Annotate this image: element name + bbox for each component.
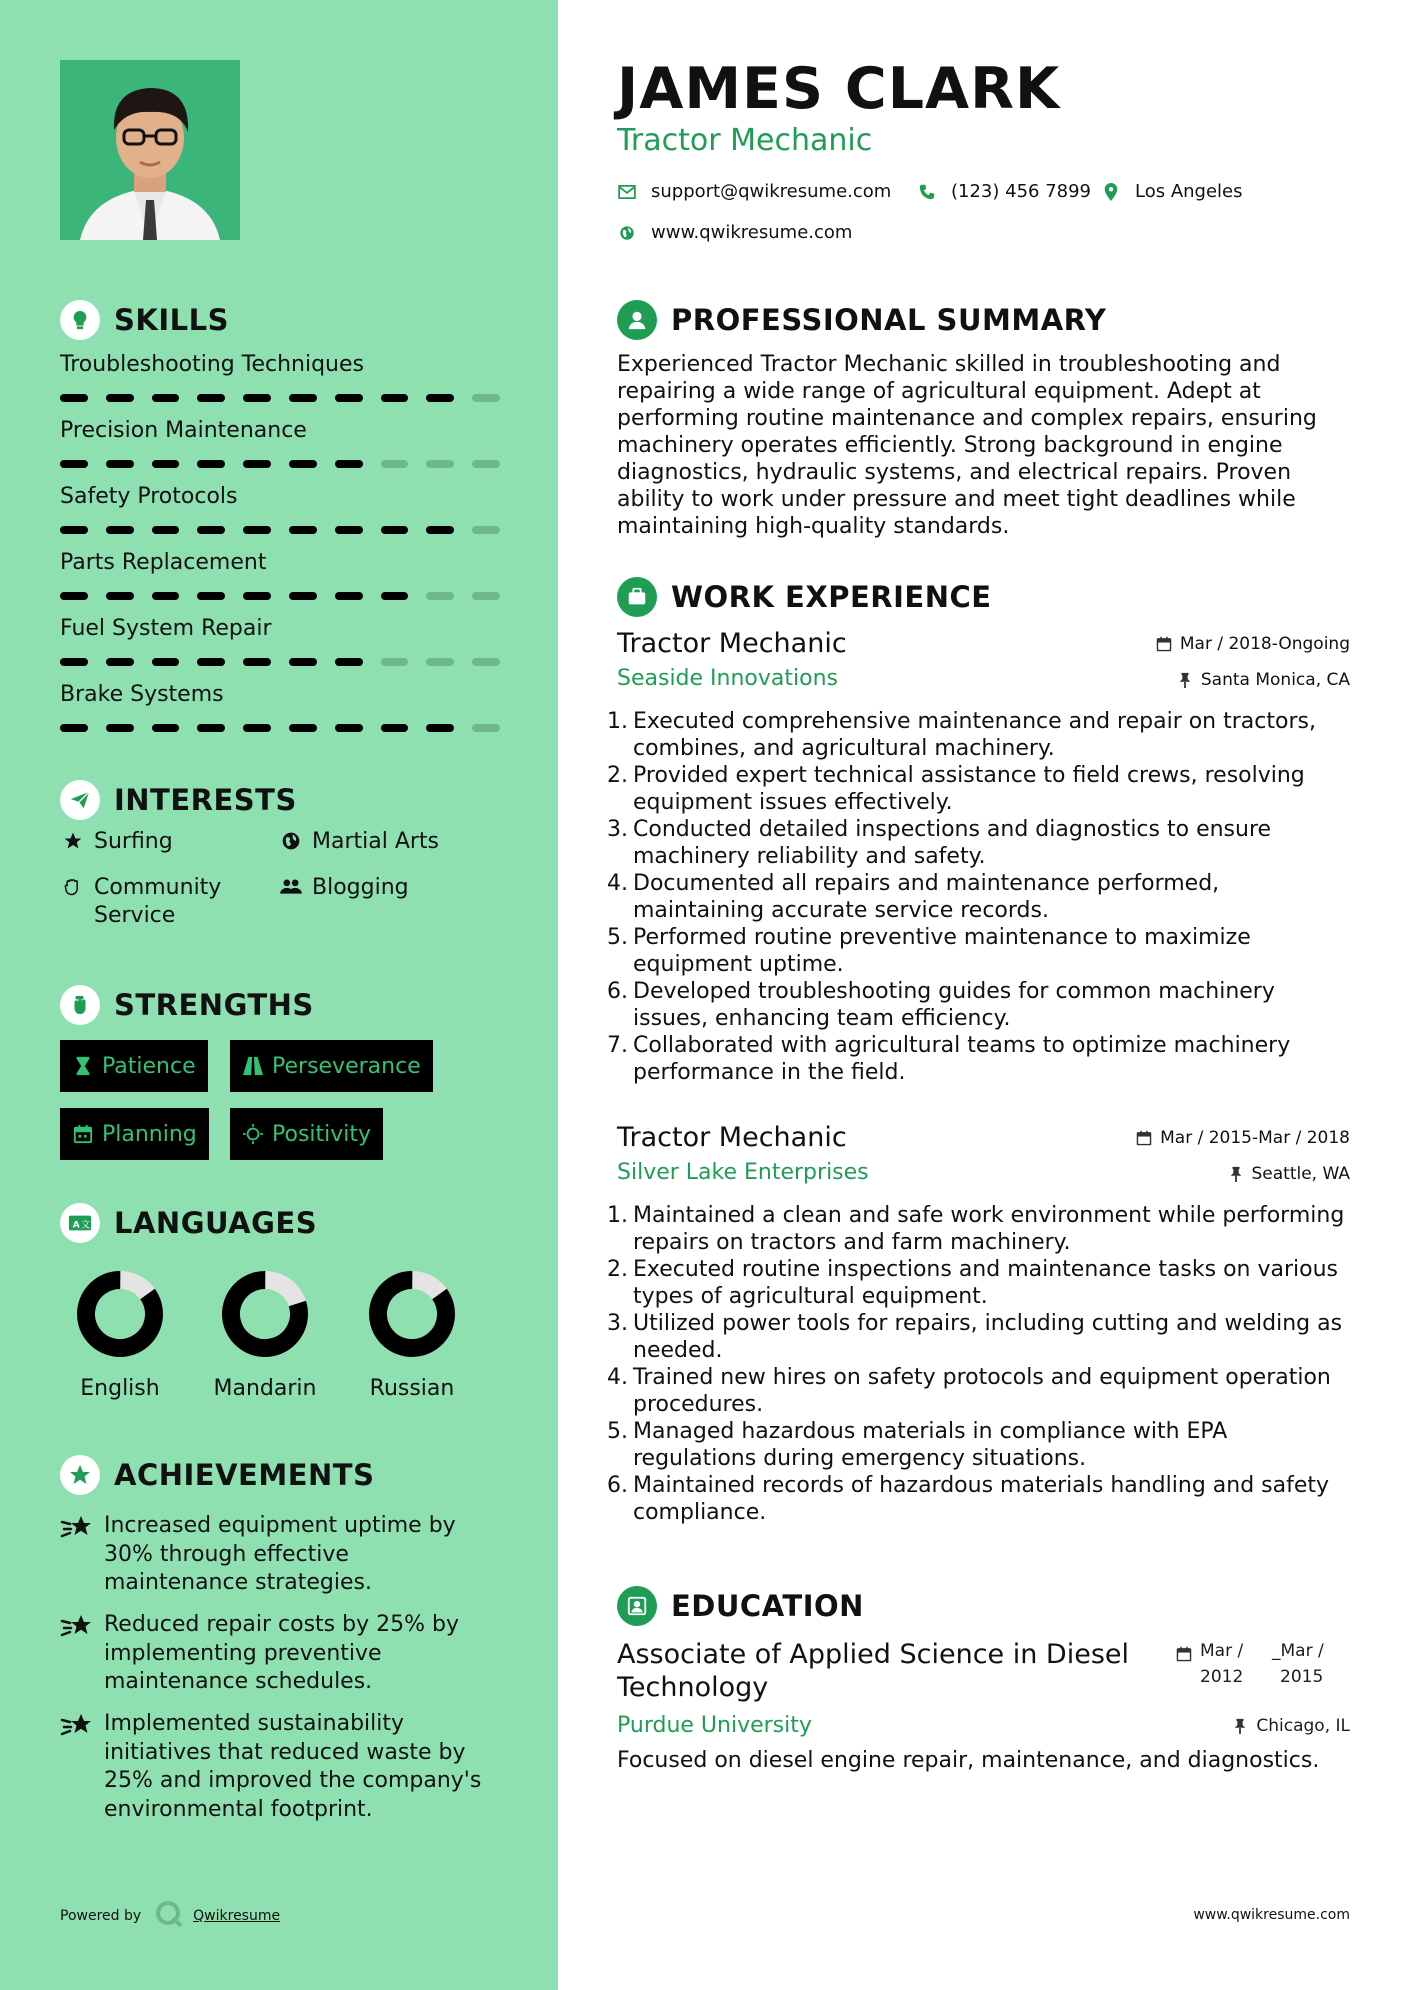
- achievement-text: Implemented sustainability initiatives that reduced waste by 25% and improved the company's environmental footprint.: [104, 1711, 482, 1822]
- duty-number: 5.: [607, 1419, 628, 1444]
- job-company: Silver Lake Enterprises: [617, 1160, 869, 1185]
- skill-level-bar: [60, 394, 500, 402]
- achievements-heading: [60, 1455, 374, 1495]
- duty-number: 1.: [607, 1203, 628, 1228]
- degree-name: Associate of Applied Science in Diesel Technology: [617, 1639, 1130, 1703]
- duty-text: Provided expert technical assistance to field crews, resolving equipment issues effectively.: [633, 763, 1305, 815]
- job-location-text: Seattle, WA: [1251, 1164, 1350, 1184]
- education-start: [1200, 1638, 1260, 1690]
- duty-text: Managed hazardous materials in compliance with EPA regulations during emergency situations.: [633, 1419, 1228, 1471]
- duty-item: [607, 1472, 1350, 1526]
- skill-item: [60, 482, 500, 548]
- duty-text: Trained new hires on safety protocols and equipment operation procedures.: [633, 1365, 1331, 1417]
- duty-text: Utilized power tools for repairs, including cutting and welding as needed.: [633, 1311, 1343, 1363]
- duty-number: 1.: [607, 709, 628, 734]
- skill-level-segment: [106, 658, 134, 666]
- duty-item: [607, 1364, 1350, 1418]
- education-heading: [617, 1586, 864, 1626]
- skill-level-segment: [472, 526, 500, 534]
- skill-level-segment: [60, 592, 88, 600]
- duty-number: 6.: [607, 979, 628, 1004]
- skill-level-segment: [335, 592, 363, 600]
- skill-level-segment: [106, 526, 134, 534]
- job-dates-text: Mar / 2015-Mar / 2018: [1160, 1128, 1350, 1148]
- duty-text: Executed comprehensive maintenance and repair on tractors, combines, and agricultural machinery.: [633, 709, 1316, 761]
- skill-level-segment: [197, 592, 225, 600]
- achievements-title: ACHIEVEMENTS: [114, 1458, 375, 1492]
- phone-text: (123) 456 7899: [951, 181, 1092, 202]
- skill-level-segment: [197, 526, 225, 534]
- skill-level-segment: [426, 394, 454, 402]
- skill-level-segment: [381, 526, 409, 534]
- skill-level-segment: [426, 592, 454, 600]
- end-year: 2015: [1280, 1667, 1324, 1687]
- duty-item: [607, 816, 1350, 870]
- skill-level-segment: [197, 658, 225, 666]
- globe-icon: [617, 223, 637, 243]
- duty-number: 4.: [607, 871, 628, 896]
- qwikresume-logo-icon: [155, 1900, 183, 1932]
- language-ring: [368, 1270, 456, 1358]
- duty-number: 2.: [607, 1257, 628, 1282]
- hourglass-icon: [72, 1055, 94, 1077]
- contact-location: [1101, 181, 1243, 202]
- skill-level-segment: [152, 658, 180, 666]
- skill-item: [60, 416, 500, 482]
- profile-photo: [60, 60, 240, 240]
- duty-item: [607, 762, 1350, 816]
- language-name: English: [80, 1376, 160, 1401]
- website-text: www.qwikresume.com: [651, 222, 853, 243]
- contact-email[interactable]: [617, 181, 891, 202]
- duty-item: [607, 1256, 1350, 1310]
- skill-level-segment: [289, 460, 317, 468]
- interest-label: Community Service: [94, 875, 222, 928]
- language-icon: [60, 1203, 100, 1243]
- strength-label: Planning: [102, 1121, 197, 1147]
- calendar-icon: [1156, 636, 1172, 652]
- achievement-text: Increased equipment uptime by 30% through effective maintenance strategies.: [104, 1513, 456, 1595]
- skill-item: [60, 350, 500, 416]
- skill-level-segment: [152, 592, 180, 600]
- achievement-item: [60, 1710, 500, 1824]
- skill-level-segment: [60, 394, 88, 402]
- calendar-icon: [1176, 1646, 1192, 1662]
- skill-level-segment: [381, 592, 409, 600]
- skill-level-segment: [381, 460, 409, 468]
- skill-level-segment: [60, 460, 88, 468]
- skill-level-segment: [426, 724, 454, 732]
- skill-level-bar: [60, 724, 500, 732]
- shooting-star-icon: [60, 1514, 94, 1544]
- skill-level-segment: [243, 658, 271, 666]
- skill-level-segment: [335, 658, 363, 666]
- duty-number: 6.: [607, 1473, 628, 1498]
- school-name: Purdue University: [617, 1713, 812, 1738]
- duty-text: Collaborated with agricultural teams to optimize machinery performance in the field.: [633, 1033, 1291, 1085]
- interest-label: Martial Arts: [312, 829, 440, 854]
- language-ring: [221, 1270, 309, 1358]
- map-pin-icon: [1101, 182, 1121, 202]
- language-name: Russian: [369, 1376, 455, 1401]
- skill-level-segment: [243, 592, 271, 600]
- strength-chip: [60, 1108, 209, 1160]
- duty-text: Performed routine preventive maintenance to maximize equipment uptime.: [633, 925, 1251, 977]
- achievement-item: [60, 1512, 500, 1598]
- languages-heading: [60, 1203, 317, 1243]
- skill-level-segment: [335, 394, 363, 402]
- skill-level-segment: [472, 592, 500, 600]
- skill-level-segment: [472, 658, 500, 666]
- pushpin-icon: [1177, 672, 1193, 688]
- skill-level-segment: [243, 460, 271, 468]
- duty-item: [607, 1032, 1350, 1086]
- skill-level-segment: [60, 724, 88, 732]
- skill-name: Safety Protocols: [60, 484, 238, 509]
- strength-label: Perseverance: [272, 1053, 421, 1079]
- skill-level-segment: [289, 724, 317, 732]
- duty-number: 3.: [607, 1311, 628, 1336]
- duty-item: [607, 1418, 1350, 1472]
- skill-name: Troubleshooting Techniques: [60, 352, 364, 377]
- hand-icon: [60, 874, 86, 900]
- job-location: [1177, 670, 1350, 690]
- strength-label: Patience: [102, 1053, 196, 1079]
- phone-icon: [917, 182, 937, 202]
- calendar-icon: [1136, 1130, 1152, 1146]
- powered-by: [60, 1900, 280, 1932]
- footer-website[interactable]: www.qwikresume.com: [1193, 1907, 1350, 1923]
- sidebar: [0, 0, 558, 1990]
- interest-item: [278, 874, 409, 902]
- skill-item: [60, 548, 500, 614]
- interests-title: INTERESTS: [114, 783, 297, 817]
- summary-heading: [617, 300, 1106, 340]
- skill-level-segment: [335, 724, 363, 732]
- language-item: [210, 1270, 320, 1401]
- skill-level-segment: [197, 460, 225, 468]
- education-description: Focused on diesel engine repair, maintenance, and diagnostics.: [617, 1748, 1320, 1773]
- interest-item: [278, 828, 439, 856]
- skill-level-segment: [426, 658, 454, 666]
- duty-text: Maintained records of hazardous materials handling and safety compliance.: [633, 1473, 1330, 1525]
- skills-list: [60, 350, 500, 746]
- duty-text: Conducted detailed inspections and diagnostics to ensure machinery reliability and safety.: [633, 817, 1272, 869]
- duty-number: 2.: [607, 763, 628, 788]
- duty-number: 3.: [607, 817, 628, 842]
- pushpin-icon: [1228, 1166, 1244, 1182]
- skill-level-segment: [243, 724, 271, 732]
- skill-name: Precision Maintenance: [60, 418, 307, 443]
- school-location: [1232, 1716, 1350, 1736]
- education-end: [1272, 1638, 1332, 1690]
- skill-level-segment: [472, 724, 500, 732]
- education-dates: [1176, 1638, 1332, 1690]
- job-duties: [607, 708, 1350, 1086]
- powered-by-label: Powered by: [60, 1908, 142, 1924]
- duty-text: Developed troubleshooting guides for common machinery issues, enhancing team efficiency.: [633, 979, 1275, 1031]
- job-entry: [607, 628, 1350, 1088]
- job-dates: [1136, 1128, 1350, 1148]
- skill-name: Brake Systems: [60, 682, 224, 707]
- skill-level-segment: [197, 394, 225, 402]
- summary-text: Experienced Tractor Mechanic skilled in troubleshooting and repairing a wide range of agricultural equipment. Adept at performing routine maintenance and complex repairs, ensuring machinery operates efficiently. Strong background in engine diagnostics, hydraulic systems, and electrical repairs. Proven ability to work under pressure and meet tight deadlines while maintaining high-quality standards.: [617, 352, 1317, 539]
- location-text: Los Angeles: [1135, 181, 1243, 202]
- job-role: Tractor Mechanic: [617, 1122, 847, 1153]
- skill-level-segment: [243, 526, 271, 534]
- duty-text: Maintained a clean and safe work environment while performing repairs on tractors and farm machinery.: [633, 1203, 1345, 1255]
- avatar: [60, 60, 240, 240]
- job-entry: [607, 1122, 1350, 1542]
- skill-name: Fuel System Repair: [60, 616, 272, 641]
- skill-item: [60, 680, 500, 746]
- sun-icon: [242, 1123, 264, 1145]
- duty-item: [607, 924, 1350, 978]
- summary-title: PROFESSIONAL SUMMARY: [671, 303, 1107, 337]
- duty-number: 5.: [607, 925, 628, 950]
- skill-level-segment: [426, 460, 454, 468]
- job-dates-text: Mar / 2018-Ongoing: [1179, 634, 1350, 654]
- strengths-heading: [60, 985, 314, 1025]
- language-ring-fill: [76, 1270, 164, 1358]
- skill-level-segment: [152, 724, 180, 732]
- duty-number: 7.: [607, 1033, 628, 1058]
- skills-title: SKILLS: [114, 303, 229, 337]
- briefcase-icon: [617, 577, 657, 617]
- skill-level-segment: [381, 658, 409, 666]
- duty-item: [607, 870, 1350, 924]
- duty-item: [607, 1202, 1350, 1256]
- shooting-star-icon: [60, 1613, 94, 1643]
- language-item: [357, 1270, 467, 1401]
- skill-level-segment: [289, 526, 317, 534]
- school-location-text: Chicago, IL: [1256, 1716, 1350, 1736]
- skill-level-segment: [60, 526, 88, 534]
- skill-level-segment: [106, 592, 134, 600]
- strength-chip: [230, 1108, 383, 1160]
- achievement-item: [60, 1611, 500, 1697]
- interest-item: [60, 874, 250, 930]
- skill-level-segment: [381, 724, 409, 732]
- duty-text: Documented all repairs and maintenance performed, maintaining accurate service records.: [633, 871, 1220, 923]
- lightbulb-icon: [60, 300, 100, 340]
- language-ring: [76, 1270, 164, 1358]
- user-icon: [617, 300, 657, 340]
- envelope-icon: [617, 182, 637, 202]
- skill-level-segment: [289, 592, 317, 600]
- shooting-star-icon: [60, 1712, 94, 1742]
- duty-item: [607, 1310, 1350, 1364]
- skill-level-segment: [106, 724, 134, 732]
- email-text: support@qwikresume.com: [651, 181, 892, 202]
- strength-label: Positivity: [272, 1121, 372, 1147]
- candidate-name: JAMES CLARK: [617, 56, 1061, 122]
- skills-heading: [60, 300, 229, 340]
- users-icon: [278, 874, 304, 900]
- globe-icon: [278, 828, 304, 854]
- skill-level-bar: [60, 592, 500, 600]
- skill-level-bar: [60, 460, 500, 468]
- fist-icon: [60, 985, 100, 1025]
- strength-chip: [230, 1040, 433, 1092]
- qwikresume-link[interactable]: Qwikresume: [193, 1908, 281, 1924]
- job-location: [1228, 1164, 1351, 1184]
- duty-number: 4.: [607, 1365, 628, 1390]
- skill-level-segment: [243, 394, 271, 402]
- skill-level-bar: [60, 526, 500, 534]
- award-star-icon: [60, 1455, 100, 1495]
- skill-level-segment: [106, 460, 134, 468]
- job-company: Seaside Innovations: [617, 666, 838, 691]
- language-name: Mandarin: [213, 1376, 317, 1401]
- candidate-title: Tractor Mechanic: [617, 123, 873, 158]
- paper-plane-icon: [60, 780, 100, 820]
- skill-level-segment: [152, 460, 180, 468]
- skill-level-segment: [426, 526, 454, 534]
- skill-level-segment: [472, 460, 500, 468]
- contact-phone[interactable]: [917, 181, 1091, 202]
- contact-website[interactable]: [617, 222, 852, 243]
- skill-level-segment: [152, 394, 180, 402]
- skill-level-segment: [335, 526, 363, 534]
- start-month: Mar /: [1200, 1641, 1244, 1661]
- skill-level-segment: [289, 394, 317, 402]
- svg-text:文: 文: [80, 1219, 91, 1231]
- skill-level-segment: [381, 394, 409, 402]
- strengths-title: STRENGTHS: [114, 988, 314, 1022]
- education-title: EDUCATION: [671, 1589, 864, 1623]
- graduate-icon: [617, 1586, 657, 1626]
- duty-item: [607, 708, 1350, 762]
- languages-title: LANGUAGES: [114, 1206, 318, 1240]
- skill-level-segment: [197, 724, 225, 732]
- pushpin-icon: [1232, 1718, 1248, 1734]
- job-dates: [1156, 634, 1350, 654]
- job-duties: [607, 1202, 1350, 1526]
- language-item: [65, 1270, 175, 1401]
- experience-title: WORK EXPERIENCE: [671, 580, 992, 614]
- star-icon: [60, 828, 86, 854]
- job-role: Tractor Mechanic: [617, 628, 847, 659]
- duty-item: [607, 978, 1350, 1032]
- skill-level-segment: [106, 394, 134, 402]
- interest-label: Surfing: [94, 829, 173, 854]
- job-location-text: Santa Monica, CA: [1200, 670, 1350, 690]
- end-month: _Mar /: [1272, 1641, 1324, 1661]
- road-icon: [242, 1055, 264, 1077]
- achievement-text: Reduced repair costs by 25% by implementing preventive maintenance schedules.: [104, 1612, 459, 1694]
- skill-level-segment: [472, 394, 500, 402]
- skill-name: Parts Replacement: [60, 550, 267, 575]
- experience-heading: [617, 577, 992, 617]
- start-year: 2012: [1200, 1667, 1244, 1687]
- skill-level-segment: [289, 658, 317, 666]
- duty-text: Executed routine inspections and maintenance tasks on various types of agricultural equipment.: [633, 1257, 1339, 1309]
- interests-heading: [60, 780, 297, 820]
- skill-level-segment: [335, 460, 363, 468]
- strength-chip: [60, 1040, 208, 1092]
- interest-label: Blogging: [312, 875, 409, 900]
- skill-level-segment: [152, 526, 180, 534]
- language-ring-fill: [368, 1270, 456, 1358]
- svg-text:A: A: [72, 1219, 80, 1231]
- interest-item: [60, 828, 173, 856]
- calendar-icon: [72, 1123, 94, 1145]
- skill-level-segment: [60, 658, 88, 666]
- skill-level-bar: [60, 658, 500, 666]
- skill-item: [60, 614, 500, 680]
